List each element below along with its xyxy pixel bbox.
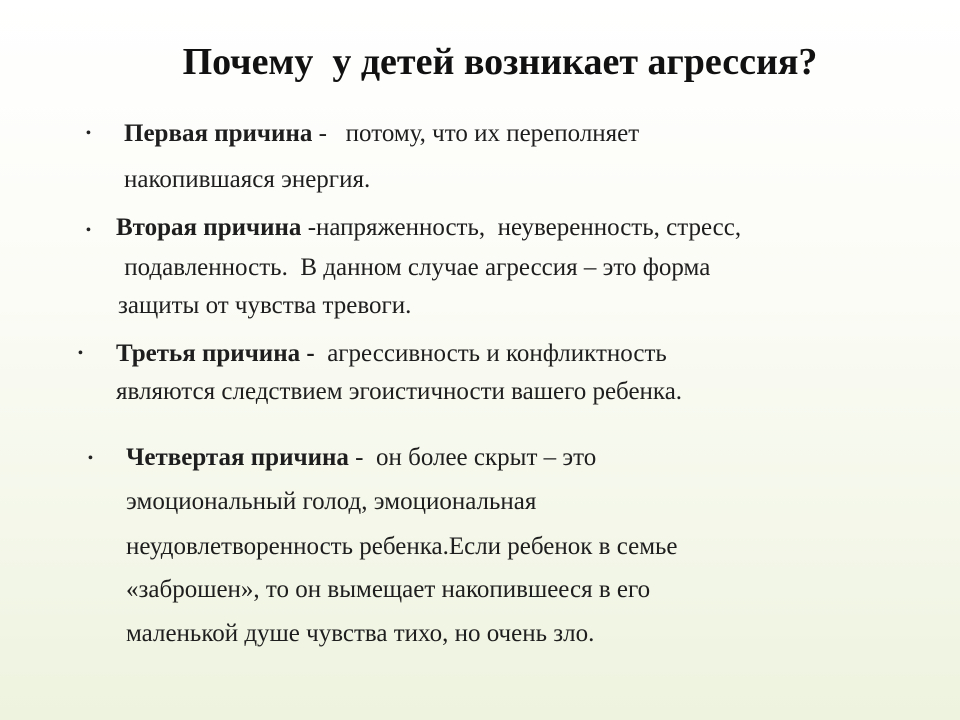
- reason-1-lead: Первая причина: [124, 120, 313, 147]
- reason-4-text: - он более скрыт – это: [348, 444, 597, 471]
- reason-2-line-2: подавленность. В данном случае агрессия – это форма: [118, 254, 711, 281]
- slide-title: Почему у детей возникает агрессия?: [182, 41, 818, 83]
- reason-3-lead: Третья причина -: [116, 340, 321, 367]
- reason-3-line-1: [116, 340, 667, 368]
- reason-4-line-3: неудовлетворенность ребенка.Если ребенок в семье: [126, 533, 678, 560]
- bullet-dot-icon: •: [78, 346, 83, 361]
- bullet-dot-icon: •: [86, 126, 91, 141]
- bullet-dot-icon: •: [86, 223, 91, 238]
- reason-1-line-1: [124, 120, 639, 148]
- reason-4-line-1: [126, 444, 596, 472]
- reason-2-line-3: защиты от чувства тревоги.: [118, 292, 412, 319]
- reason-2-line-1: [116, 214, 741, 242]
- reason-1-line-2: накопившаяся энергия.: [124, 166, 371, 193]
- reason-3-text: агрессивность и конфликтность: [320, 340, 667, 367]
- reason-2-text: -напряженность, неуверенность, стресс,: [301, 214, 742, 241]
- reason-3-line-2: являются следствием эгоистичности вашего ребенка.: [116, 378, 683, 405]
- bullet-dot-icon: •: [88, 451, 93, 466]
- reason-2-lead: Вторая причина: [116, 214, 302, 241]
- reason-4-line-4: «заброшен», то он вымещает накопившееся в его: [126, 576, 651, 603]
- reason-4-lead: Четвертая причина: [126, 444, 349, 471]
- reason-4-line-5: маленькой душе чувства тихо, но очень зло.: [126, 620, 595, 647]
- reason-1-text: - потому, что их переполняет: [312, 120, 640, 147]
- reason-4-line-2: эмоциональный голод, эмоциональная: [126, 488, 537, 515]
